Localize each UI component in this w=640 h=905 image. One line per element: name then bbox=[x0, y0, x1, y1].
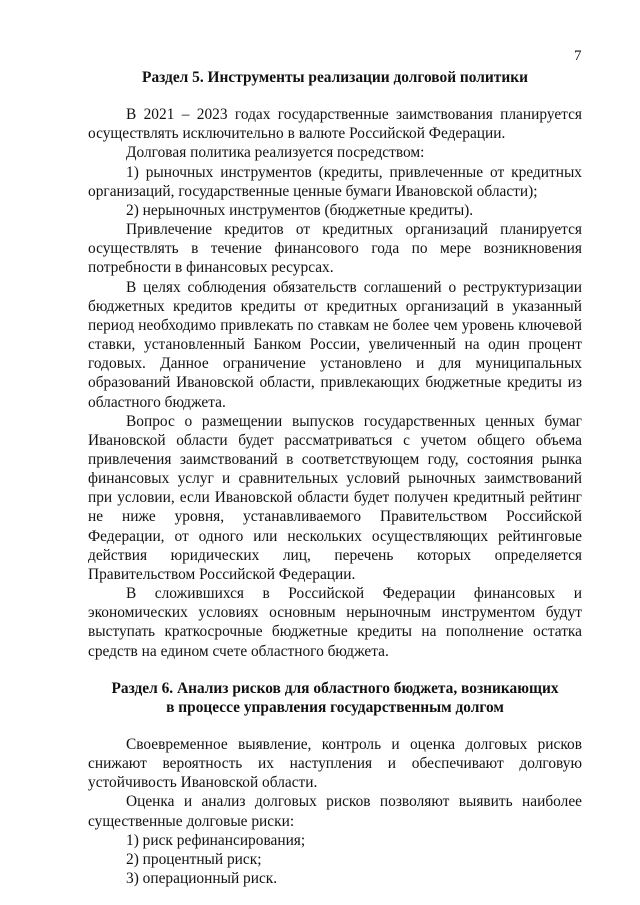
section-5-list-item: 1) рыночных инструментов (кредиты, привлеченные от кредитных организаций, государственные ценные бумаги Ивановской области); bbox=[88, 163, 582, 200]
section-5-paragraph: Вопрос о размещении выпусков государственных ценных бумаг Ивановской области будет рассматриваться с учетом общего объема привлечения заимствований в соответствующем году, состояния рынка финансовых услуг и сравнительных условий рыночных заимствований при условии, если Ивановской области будет получен кредитный рейтинг не ниже уровня, устанавливаемого Правительством Российской Федерации, от одного или нескольких осуществляющих рейтинговые действия юридических лиц, перечень которых определяется Правительством Российской Федерации. bbox=[88, 412, 582, 583]
section-6-list-item: 1) риск рефинансирования; bbox=[126, 831, 306, 849]
section-6-title-line-2: в процессе управления государственным долгом bbox=[166, 698, 504, 716]
section-6-paragraph: Оценка и анализ долговых рисков позволяют выявить наиболее существенные долговые риски: bbox=[88, 793, 582, 830]
section-6-title-line-1: Раздел 6. Анализ рисков для областного бюджета, возникающих bbox=[111, 679, 559, 697]
section-5-paragraph: В сложившихся в Российской Федерации финансовых и экономических условиях основным нерыночным инструментом будут выступать краткосрочные бюджетные кредиты на пополнение остатка средств на едином счете областного бюджета. bbox=[88, 585, 582, 660]
page-number: 7 bbox=[574, 48, 582, 64]
section-5-paragraph: В целях соблюдения обязательств соглашений о реструктуризации бюджетных кредитов кредиты от кредитных организаций в указанный период необходимо привлекать по ставкам не более чем уровень ключевой ставки, установленный Банком России, увеличенный на один процент годовых. Данное ограничение установлено и для муниципальных образований Ивановской области, привлекающих бюджетные кредиты из областного бюджета. bbox=[88, 278, 582, 411]
section-5-title: Раздел 5. Инструменты реализации долговой политики bbox=[142, 69, 528, 86]
section-5-paragraph: Привлечение кредитов от кредитных организаций планируется осуществлять в течение финансового года по мере возникновения потребности в финансовых ресурсах. bbox=[88, 221, 582, 277]
document-body bbox=[88, 68, 582, 888]
section-6-paragraph: Своевременное выявление, контроль и оценка долговых рисков снижают вероятность их наступления и обеспечивают долговую устойчивость Ивановской области. bbox=[88, 736, 582, 792]
section-6-list-item: 3) операционный риск. bbox=[126, 870, 278, 888]
section-5-paragraph: Долговая политика реализуется посредством: bbox=[126, 144, 425, 162]
section-5-list-item: 2) нерыночных инструментов (бюджетные кредиты). bbox=[126, 201, 474, 219]
section-5-paragraph: В 2021 – 2023 годах государственные заимствования планируется осуществлять исключительно в валюте Российской Федерации. bbox=[88, 106, 582, 143]
section-6-list-item: 2) процентный риск; bbox=[126, 850, 262, 868]
section-6-title bbox=[88, 679, 582, 717]
